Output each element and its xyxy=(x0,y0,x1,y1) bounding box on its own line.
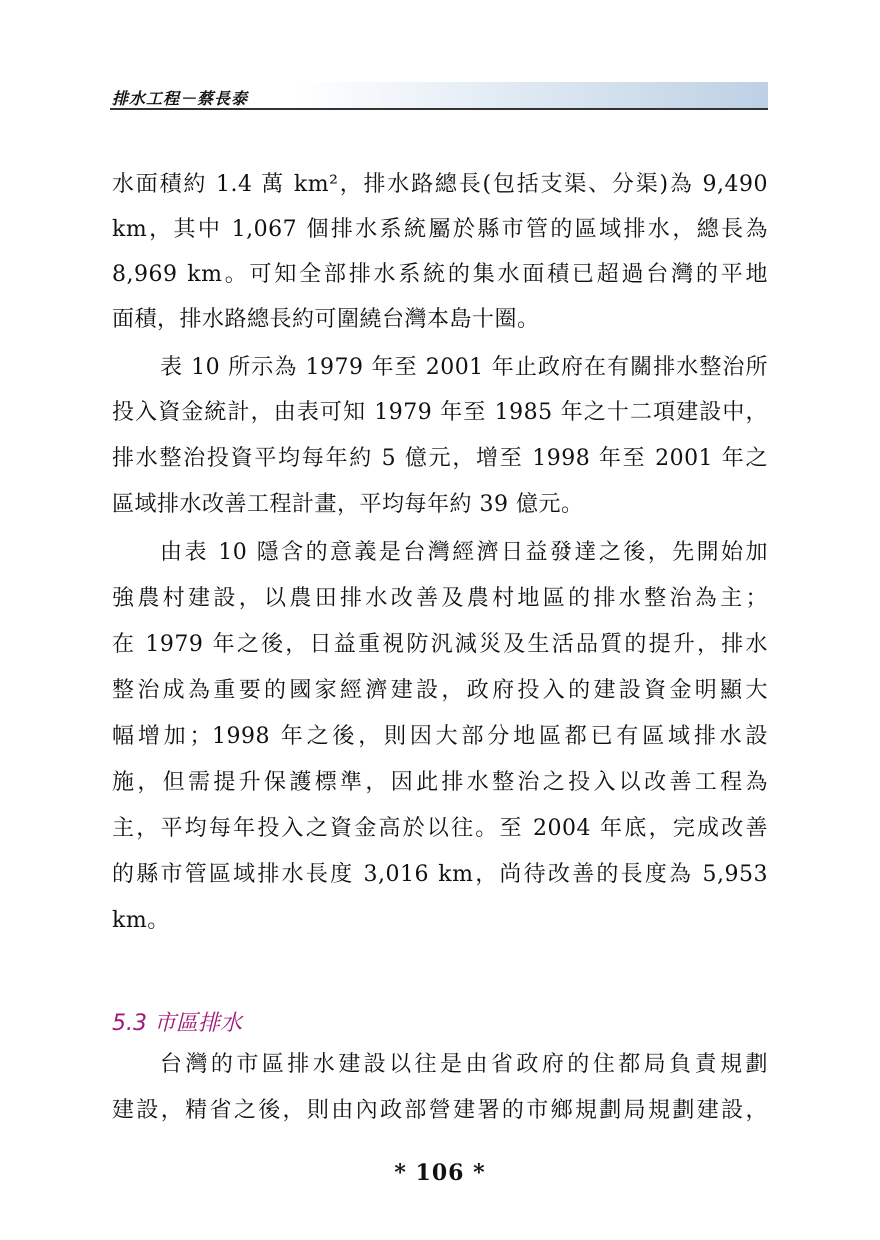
paragraph-2-line-3: 排水整治投資平均每年約 5 億元，增至 1998 年至 2001 年之 xyxy=(112,446,768,471)
paragraph-1-line-3: 8,969 km。可知全部排水系統的集水面積已超過台灣的平地 xyxy=(112,262,768,287)
header-rule xyxy=(110,108,768,110)
running-header-title: 排水工程－蔡長泰 xyxy=(112,89,249,108)
paragraph-3-line-2: 強農村建設，以農田排水改善及農村地區的排水整治為主； xyxy=(112,586,768,611)
paragraph-3-line-8: 的縣市管區域排水長度 3,016 km，尚待改善的長度為 5,953 xyxy=(112,862,768,887)
paragraph-4-line-2: 建設，精省之後，則由內政部營建署的市鄉規劃局規劃建設， xyxy=(112,1098,768,1123)
paragraph-1-line-1: 水面積約 1.4 萬 km²，排水路總長(包括支渠、分渠)為 9,490 xyxy=(112,172,768,197)
paragraph-2-line-4: 區域排水改善工程計畫，平均每年約 39 億元。 xyxy=(112,492,584,517)
paragraph-2-line-2: 投入資金統計，由表可知 1979 年至 1985 年之十二項建設中， xyxy=(112,400,768,425)
section-heading: 5.3 市區排水 xyxy=(112,1011,242,1036)
paragraph-3-line-5: 幅增加；1998 年之後，則因大部分地區都已有區域排水設 xyxy=(112,724,768,749)
paragraph-1-line-4: 面積，排水路總長約可圍繞台灣本島十圈。 xyxy=(112,307,540,332)
paragraph-3-line-4: 整治成為重要的國家經濟建設，政府投入的建設資金明顯大 xyxy=(112,678,768,703)
paragraph-3-line-7: 主，平均每年投入之資金高於以往。至 2004 年底，完成改善 xyxy=(112,816,768,841)
paragraph-1-line-2: km，其中 1,067 個排水系統屬於縣市管的區域排水，總長為 xyxy=(112,217,768,242)
paragraph-3-line-9: km。 xyxy=(112,908,170,933)
paragraph-3-line-3: 在 1979 年之後，日益重視防汎減災及生活品質的提升，排水 xyxy=(112,632,768,657)
page-number: * 106 * xyxy=(394,1160,486,1186)
paragraph-3-line-6: 施，但需提升保護標準，因此排水整治之投入以改善工程為 xyxy=(112,770,768,795)
paragraph-2-line-1: 表 10 所示為 1979 年至 2001 年止政府在有關排水整治所 xyxy=(160,355,768,380)
paragraph-3-line-1: 由表 10 隱含的意義是台灣經濟日益發達之後，先開始加 xyxy=(160,540,768,565)
paragraph-4-line-1: 台灣的市區排水建設以往是由省政府的住都局負責規劃 xyxy=(160,1052,768,1077)
